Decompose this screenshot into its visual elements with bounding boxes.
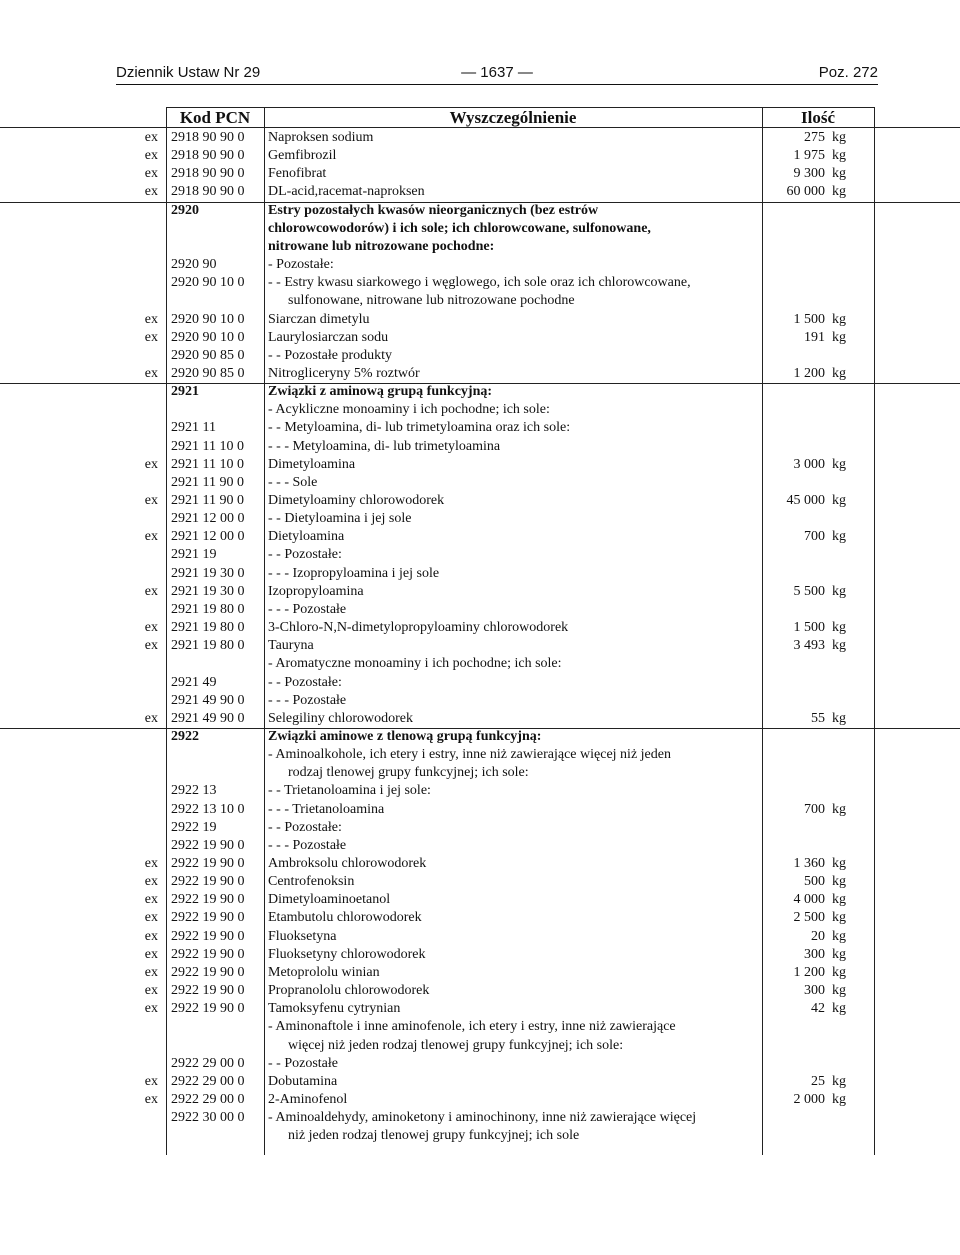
table-row [0, 946, 960, 964]
quantity: 4 000 [793, 892, 825, 908]
unit: kg [832, 1073, 846, 1089]
table-row [0, 129, 960, 147]
unit: kg [832, 801, 846, 817]
description: nitrowane lub nitrozowane pochodne: [268, 238, 495, 254]
description: sulfonowane, nitrowane lub nitrozowane pochodne [288, 293, 575, 309]
pcn-code: 2921 19 30 0 [171, 565, 245, 581]
pcn-code: 2922 13 [171, 783, 217, 799]
ex-marker: ex [144, 583, 158, 599]
table-row [0, 220, 960, 238]
table-row [0, 492, 960, 510]
table-row [0, 692, 960, 710]
pcn-code: 2921 19 80 0 [171, 620, 245, 636]
description: - - Pozostałe: [268, 819, 342, 835]
column-header-quantity: Ilość [801, 108, 835, 127]
pcn-code: 2922 19 90 0 [171, 856, 245, 871]
ex-marker: ex [144, 1001, 158, 1017]
table-row [0, 401, 960, 419]
description: - - - Sole [268, 474, 318, 490]
description: - - Metyloamina, di- lub trimetyloamina oraz ich sole: [268, 420, 571, 436]
description: - - - Pozostałe [268, 692, 347, 708]
description: - Aromatyczne monoaminy i ich pochodne; ich sole: [268, 656, 562, 672]
unit: kg [832, 365, 846, 381]
pcn-code: 2921 19 80 0 [171, 601, 245, 617]
quantity: 5 500 [793, 583, 825, 599]
pcn-code: 2918 90 90 0 [171, 130, 245, 145]
description: Dimetyloamina [268, 456, 356, 472]
description: - Aminoalkohole, ich etery i estry, inne niż zawierające więcej niż jeden [268, 747, 671, 763]
pcn-code: 2922 19 90 0 [171, 983, 245, 999]
pcn-code: 2922 30 00 0 [171, 1110, 245, 1126]
pcn-code: 2921 12 00 0 [171, 529, 245, 545]
description: Izopropyloamina [268, 583, 364, 599]
ex-marker: ex [144, 1073, 158, 1089]
unit: kg [832, 493, 846, 508]
table-row [0, 474, 960, 492]
unit: kg [832, 620, 846, 636]
pcn-code: 2922 29 00 0 [171, 1073, 245, 1089]
description: Propranololu chlorowodorek [268, 983, 430, 999]
description: - - Estry kwasu siarkowego i węglowego, ich sole oraz ich chlorowcowane, [268, 275, 691, 291]
ex-marker: ex [144, 1091, 158, 1107]
table-row [0, 655, 960, 673]
description: Gemfibrozil [268, 148, 337, 164]
table-row [0, 928, 960, 946]
table-row [0, 909, 960, 927]
description: Dietyloamina [268, 529, 345, 545]
unit: kg [832, 964, 846, 980]
unit: kg [832, 638, 846, 654]
pcn-code: 2922 19 90 0 [171, 874, 245, 890]
table-row [0, 383, 960, 401]
table-row [0, 1073, 960, 1091]
table-row [0, 619, 960, 637]
quantity: 9 300 [793, 166, 825, 182]
ex-marker: ex [144, 928, 158, 944]
column-header-description: Wyszczególnienie [449, 108, 577, 127]
quantity: 700 [804, 801, 825, 817]
description: Związki aminowe z tlenową grupą funkcyjną: [268, 728, 542, 744]
ex-marker: ex [144, 148, 158, 164]
table-row [0, 674, 960, 692]
unit: kg [832, 529, 846, 545]
quantity: 2 000 [793, 1091, 825, 1107]
ex-marker: ex [144, 456, 158, 472]
quantity: 1 500 [793, 620, 825, 636]
pcn-code: 2921 49 90 0 [171, 710, 245, 726]
table-row [0, 891, 960, 909]
description: - - - Trietanoloamina [268, 801, 385, 817]
pcn-code: 2921 11 10 0 [171, 456, 244, 472]
table-row [0, 583, 960, 601]
description: - Pozostałe: [268, 257, 334, 273]
pcn-code: 2921 11 90 0 [171, 474, 244, 490]
description: rodzaj tlenowej grupy funkcyjnej; ich sole: [288, 765, 529, 781]
table-row [0, 637, 960, 655]
quantity: 45 000 [786, 493, 825, 508]
pcn-code: 2921 11 10 0 [171, 438, 244, 454]
table-row [0, 565, 960, 583]
table-row [0, 746, 960, 764]
table-row [0, 710, 960, 729]
description: Metoprololu winian [268, 964, 380, 980]
ex-marker: ex [144, 493, 158, 508]
table-row [0, 202, 960, 220]
description: Tamoksyfenu cytrynian [268, 1001, 401, 1017]
table-row [0, 256, 960, 274]
table-row [0, 292, 960, 310]
unit: kg [832, 583, 846, 599]
description: 3-Chloro-N,N-dimetylopropyloaminy chlorowodorek [268, 620, 569, 636]
pcn-code: 2922 19 90 0 [171, 1001, 245, 1017]
unit: kg [832, 130, 846, 145]
unit: kg [832, 710, 846, 726]
quantity: 3 493 [793, 638, 825, 654]
ex-marker: ex [144, 964, 158, 980]
description: 2-Aminofenol [268, 1091, 348, 1107]
table-row [0, 964, 960, 982]
ex-marker: ex [144, 910, 158, 926]
table-row [0, 1037, 960, 1055]
table-row [0, 1091, 960, 1109]
quantity: 1 200 [793, 365, 825, 381]
description: Dimetyloaminoetanol [268, 892, 391, 908]
description: niż jeden rodzaj tlenowej grupy funkcyjnej; ich sole [288, 1128, 580, 1144]
ex-marker: ex [144, 130, 158, 145]
pcn-code: 2920 90 10 0 [171, 329, 245, 345]
table-row [0, 183, 960, 202]
description: Dobutamina [268, 1073, 338, 1089]
description: Nitrogliceryny 5% roztwór [268, 365, 420, 381]
table-row [0, 510, 960, 528]
quantity: 60 000 [786, 184, 825, 200]
pcn-code: 2918 90 90 0 [171, 184, 245, 200]
unit: kg [832, 874, 846, 890]
unit: kg [832, 166, 846, 182]
pcn-code: 2921 49 90 0 [171, 692, 245, 708]
pcn-code: 2922 19 90 0 [171, 928, 245, 944]
description: - - Trietanoloamina i jej sole: [268, 783, 431, 799]
description: Estry pozostałych kwasów nieorganicznych (bez estrów [268, 202, 599, 218]
journal-title: Dziennik Ustaw Nr 29 [116, 64, 261, 81]
ex-marker: ex [144, 710, 158, 726]
page-header [116, 62, 878, 85]
unit: kg [832, 456, 846, 472]
description: - - - Izopropyloamina i jej sole [268, 565, 440, 581]
description: Centrofenoksin [268, 874, 355, 890]
pcn-code: 2922 19 90 0 [171, 892, 245, 908]
pcn-code: 2920 [171, 202, 199, 218]
page-number: — 1637 — [461, 64, 533, 81]
pcn-code: 2922 19 [171, 819, 217, 835]
pcn-code: 2921 11 [171, 420, 216, 436]
unit: kg [832, 910, 846, 926]
quantity: 1 975 [793, 148, 825, 164]
table-row [0, 456, 960, 474]
unit: kg [832, 892, 846, 908]
pcn-code: 2921 19 80 0 [171, 638, 245, 654]
description: Tauryna [268, 638, 314, 654]
description: - - Dietyloamina i jej sole [268, 511, 412, 527]
ex-marker: ex [144, 983, 158, 999]
pcn-code: 2922 29 00 0 [171, 1091, 245, 1107]
description: chlorowcowodorów) i ich sole; ich chlorowcowane, sulfonowane, [268, 220, 651, 236]
description: - - Pozostałe: [268, 674, 342, 690]
table-row [0, 365, 960, 384]
pcn-code: 2922 19 90 0 [171, 910, 245, 926]
ex-marker: ex [144, 856, 158, 871]
pcn-table [0, 107, 960, 1155]
description: Fenofibrat [268, 166, 327, 182]
description: więcej niż jeden rodzaj tlenowej grupy funkcyjnej; ich sole: [288, 1037, 624, 1053]
ex-marker: ex [144, 946, 158, 962]
description: Związki z aminową grupą funkcyjną: [268, 384, 493, 400]
table-row [0, 419, 960, 437]
table-row [0, 982, 960, 1000]
pcn-code: 2922 19 90 0 [171, 946, 245, 962]
unit: kg [832, 928, 846, 944]
description: Etambutolu chlorowodorek [268, 910, 422, 926]
description: Dimetyloaminy chlorowodorek [268, 493, 445, 508]
pcn-code: 2921 [171, 384, 199, 400]
unit: kg [832, 329, 846, 345]
table-row [0, 1127, 960, 1145]
description: Fluoksetyny chlorowodorek [268, 946, 426, 962]
pcn-code: 2921 19 30 0 [171, 583, 245, 599]
quantity: 1 200 [793, 964, 825, 980]
pcn-code: 2922 19 90 0 [171, 964, 245, 980]
table-row [0, 329, 960, 347]
unit: kg [832, 184, 846, 200]
table-row [0, 347, 960, 365]
table-row [0, 801, 960, 819]
unit: kg [832, 946, 846, 962]
quantity: 25 [811, 1073, 825, 1089]
ex-marker: ex [144, 874, 158, 890]
pcn-code: 2922 [171, 728, 199, 744]
pcn-code: 2922 29 00 0 [171, 1055, 245, 1071]
table-row [0, 601, 960, 619]
quantity: 20 [811, 928, 825, 944]
quantity: 42 [811, 1001, 825, 1017]
table-header-row [0, 107, 960, 128]
ex-marker: ex [144, 184, 158, 200]
unit: kg [832, 311, 846, 327]
pcn-code: 2921 12 00 0 [171, 511, 245, 527]
quantity: 500 [804, 874, 825, 890]
table-row [0, 238, 960, 256]
table-row [0, 1000, 960, 1018]
table-row [0, 165, 960, 183]
pcn-code: 2922 19 90 0 [171, 837, 245, 853]
table-row [0, 147, 960, 165]
ex-marker: ex [144, 311, 158, 327]
table-row [0, 855, 960, 873]
ex-marker: ex [144, 166, 158, 182]
pcn-code: 2920 90 [171, 257, 217, 273]
unit: kg [832, 1091, 846, 1107]
unit: kg [832, 983, 846, 999]
table-row [0, 873, 960, 891]
unit: kg [832, 856, 846, 871]
quantity: 191 [804, 329, 825, 345]
table-row [0, 546, 960, 564]
description: - - - Pozostałe [268, 837, 347, 853]
pcn-code: 2921 49 [171, 674, 217, 690]
description: Fluoksetyna [268, 928, 337, 944]
column-header-code: Kod PCN [179, 108, 251, 127]
pcn-code: 2918 90 90 0 [171, 166, 245, 182]
quantity: 2 500 [793, 910, 825, 926]
pcn-code: 2918 90 90 0 [171, 148, 245, 164]
unit: kg [832, 148, 846, 164]
description: DL-acid,racemat-naproksen [268, 184, 425, 200]
pcn-code: 2921 19 [171, 547, 217, 563]
quantity: 1 500 [793, 311, 825, 327]
table-row [0, 274, 960, 292]
quantity: 1 360 [793, 856, 825, 871]
ex-marker: ex [144, 638, 158, 654]
ex-marker: ex [144, 365, 158, 381]
pcn-code: 2920 90 10 0 [171, 275, 245, 291]
table-row [0, 819, 960, 837]
table-row [0, 764, 960, 782]
pcn-code: 2920 90 10 0 [171, 311, 245, 327]
quantity: 300 [804, 983, 825, 999]
quantity: 55 [811, 710, 825, 726]
ex-marker: ex [144, 620, 158, 636]
table-row [0, 1109, 960, 1127]
table-row [0, 311, 960, 329]
table-row [0, 837, 960, 855]
table-row [0, 528, 960, 546]
pcn-code: 2922 13 10 0 [171, 801, 245, 817]
position-number: Poz. 272 [818, 64, 878, 81]
table-row [0, 438, 960, 456]
unit: kg [832, 1001, 846, 1017]
description: Siarczan dimetylu [268, 311, 370, 327]
quantity: 700 [804, 529, 825, 545]
table-row [0, 728, 960, 746]
ex-marker: ex [144, 329, 158, 345]
table-row [0, 782, 960, 800]
description: Ambroksolu chlorowodorek [268, 856, 427, 871]
description: - - Pozostałe produkty [268, 347, 393, 363]
quantity: 275 [804, 130, 825, 145]
table-row [0, 1018, 960, 1036]
pcn-code: 2920 90 85 0 [171, 365, 245, 381]
description: - - - Pozostałe [268, 601, 347, 617]
description: - Aminonaftole i inne aminofenole, ich etery i estry, inne niż zawierające [268, 1019, 676, 1035]
description: - Aminoaldehydy, aminoketony i aminochinony, inne niż zawierające więcej [268, 1110, 697, 1126]
description: - - Pozostałe: [268, 547, 342, 563]
description: - - Pozostałe [268, 1055, 338, 1071]
pcn-code: 2921 11 90 0 [171, 493, 244, 508]
ex-marker: ex [144, 529, 158, 545]
description: Naproksen sodium [268, 130, 374, 145]
description: - Acykliczne monoaminy i ich pochodne; ich sole: [268, 402, 550, 418]
description: Laurylosiarczan sodu [268, 329, 389, 345]
quantity: 3 000 [793, 456, 825, 472]
pcn-code: 2920 90 85 0 [171, 347, 245, 363]
ex-marker: ex [144, 892, 158, 908]
description: - - - Metyloamina, di- lub trimetyloamina [268, 438, 501, 454]
description: Selegiliny chlorowodorek [268, 710, 414, 726]
table-row [0, 1055, 960, 1073]
quantity: 300 [804, 946, 825, 962]
